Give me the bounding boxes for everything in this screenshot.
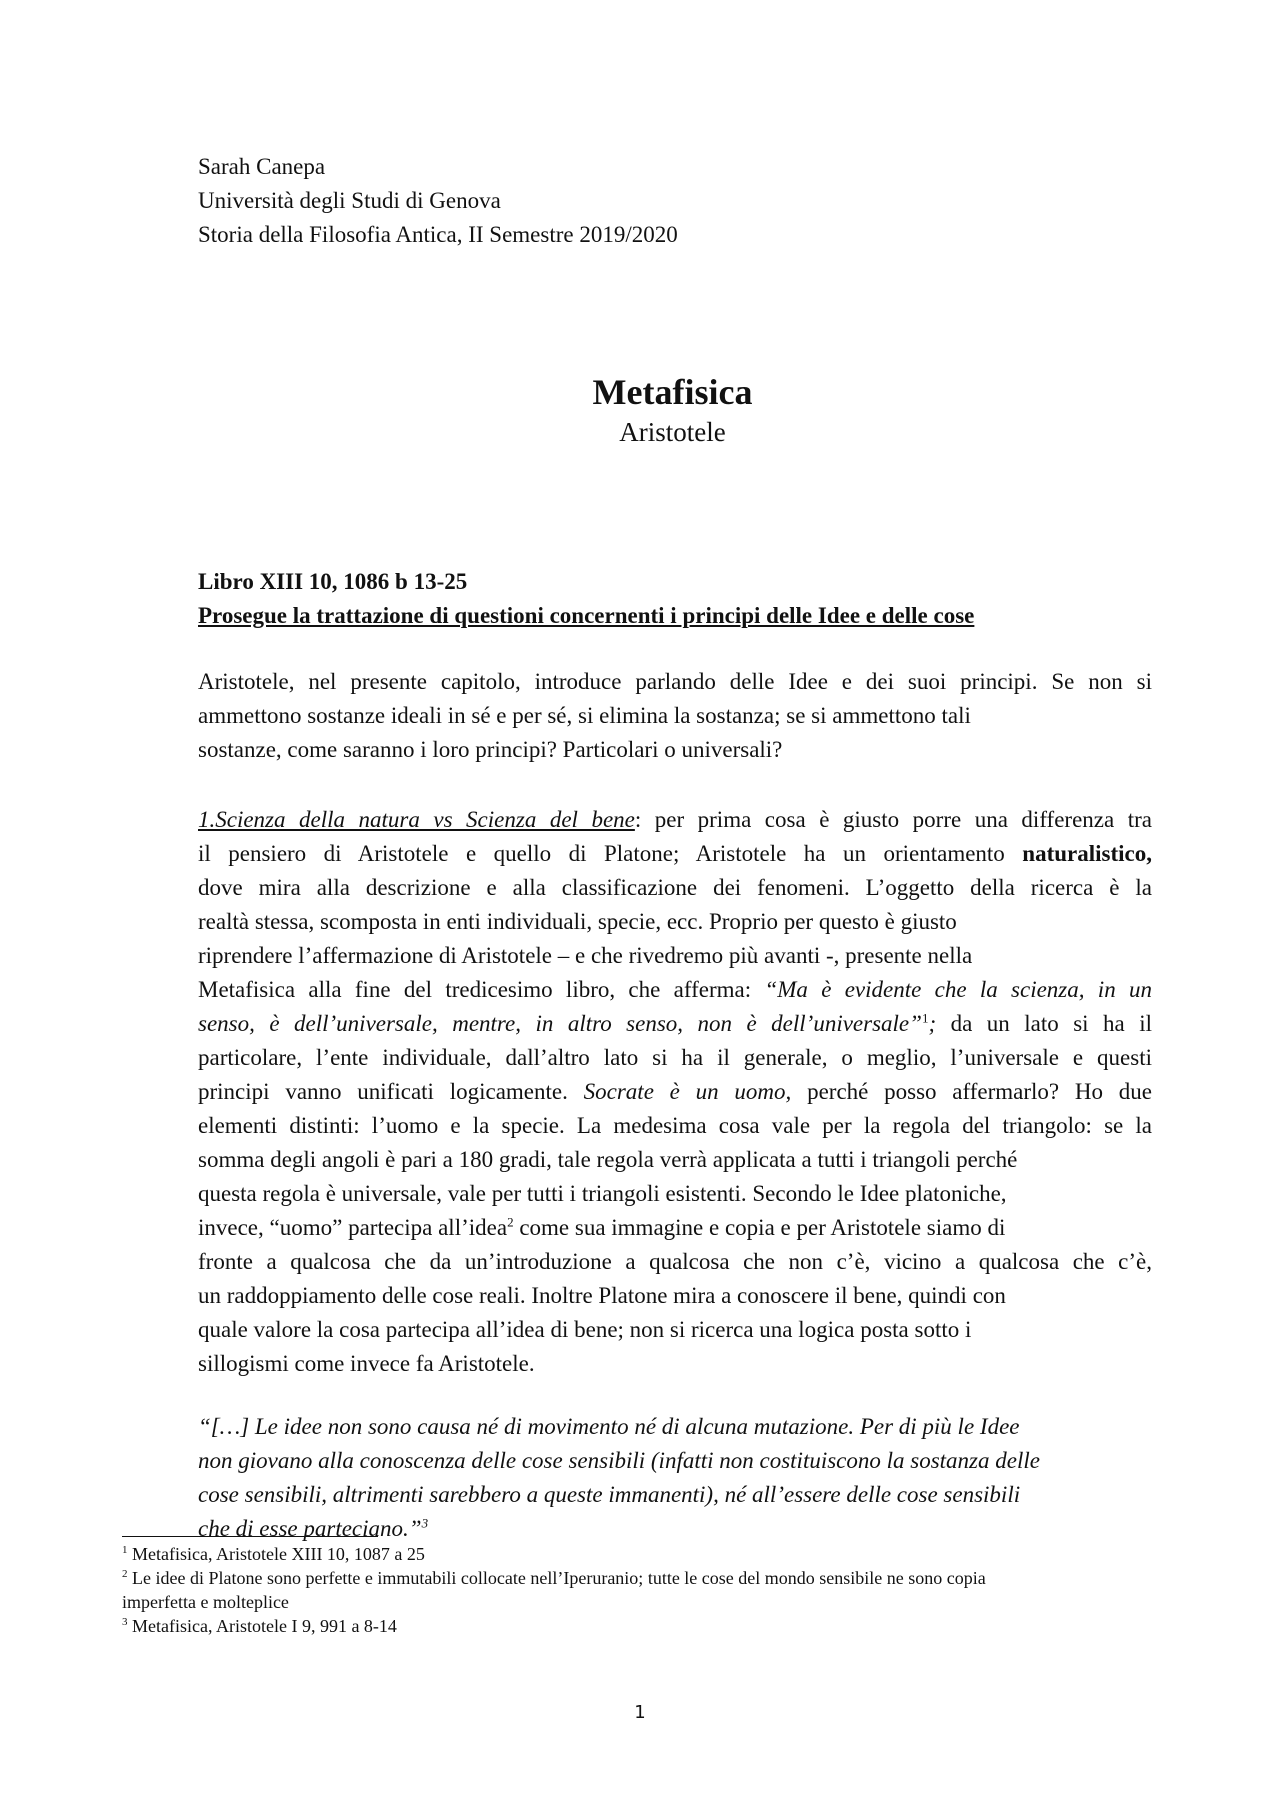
document-subtitle: Aristotele <box>619 417 726 447</box>
course-info: Storia della Filosofia Antica, II Semestre 2019/2020 <box>198 222 678 247</box>
paragraph-line: questa regola è universale, vale per tutti i triangoli esistenti. Secondo le Idee platoniche, <box>198 1181 1007 1206</box>
intro-paragraph <box>198 665 1152 767</box>
inline-quote: “Ma è evidente che la scienza, in un <box>764 977 1152 1002</box>
paragraph-line: quale valore la cosa partecipa all’idea di bene; non si ricerca una logica posta sotto i <box>198 1317 972 1342</box>
author-name: Sarah Canepa <box>198 154 326 179</box>
quote-line: non giovano alla conoscenza delle cose sensibili (infatti non costituiscono la sostanza delle <box>198 1448 1040 1473</box>
paragraph-line: il pensiero di Aristotele e quello di Platone; Aristotele ha un orientamento naturalistico, <box>198 841 1152 866</box>
intro-line: ammettono sostanze ideali in sé e per sé, si elimina la sostanza; se si ammettono tali <box>198 703 971 728</box>
quote-line: cose sensibili, altrimenti sarebbero a queste immanenti), né all’essere delle cose sensibili <box>198 1482 1021 1507</box>
italic-example: Socrate è un uomo, <box>583 1079 792 1104</box>
intro-line: sostanze, come saranno i loro principi? Particolari o universali? <box>198 737 783 762</box>
footnote-ref: 3 <box>421 1515 429 1531</box>
paragraph-line: particolare, l’ente individuale, dall’altro lato si ha il generale, o meglio, l’universale e questi <box>198 1045 1152 1070</box>
paragraph-science <box>198 803 1152 1381</box>
paragraph-line: somma degli angoli è pari a 180 gradi, tale regola verrà applicata a tutti i triangoli perché <box>198 1147 1018 1172</box>
footnote: $^1$ Metafisica, Aristotele XIII 10, 1087 a 25 <box>122 1544 425 1564</box>
footnote-ref: 2 <box>507 1214 514 1230</box>
paragraph-line: fronte a qualcosa che da un’introduzione a qualcosa che non c’è, vicino a qualcosa che c’è, <box>198 1249 1152 1274</box>
bold-term: naturalistico, <box>1022 841 1152 866</box>
paragraph-heading: 1.Scienza della natura vs Scienza del bene <box>198 807 635 832</box>
paragraph-line: un raddoppiamento delle cose reali. Inoltre Platone mira a conoscere il bene, quindi con <box>198 1283 1006 1308</box>
university-name: Università degli Studi di Genova <box>198 188 501 213</box>
footnote-separator <box>122 1536 378 1537</box>
paragraph-line: sillogismi come invece fa Aristotele. <box>198 1351 535 1376</box>
paragraph-line: dove mira alla descrizione e alla classificazione dei fenomeni. L’oggetto della ricerca è la <box>198 875 1152 900</box>
section-heading: Prosegue la trattazione di questioni concernenti i principi delle Idee e delle cose <box>198 603 975 628</box>
inline-quote: senso, è dell’universale, mentre, in altro senso, non è dell’universale” <box>198 1011 922 1036</box>
title-block <box>0 370 1280 450</box>
paragraph-line: riprendere l’affermazione di Aristotele – e che rivedremo più avanti -, presente nella <box>198 943 973 968</box>
footnotes <box>122 1542 1152 1638</box>
page-number: 1 <box>634 1702 646 1723</box>
paragraph-line: elementi distinti: l’uomo e la specie. La medesima cosa vale per la regola del triangolo: se la <box>198 1113 1152 1138</box>
section-reference: Libro XIII 10, 1086 b 13-25 <box>198 569 468 594</box>
block-quote <box>198 1410 1152 1546</box>
footnote: $^2$ Le idee di Platone sono perfette e immutabili collocate nell’Iperuranio; tutte le cose del mondo sensibile ne sono copia <box>122 1568 986 1588</box>
document-title: Metafisica <box>592 372 753 412</box>
author-header <box>198 150 678 252</box>
footnote-ref: 1 <box>921 1010 929 1026</box>
paragraph-line: principi vanno unificati logicamente. Socrate è un uomo, perché posso affermarlo? Ho due <box>198 1079 1153 1104</box>
section-header <box>198 565 1148 633</box>
paragraph-line: senso, è dell’universale, mentre, in altro senso, non è dell’universale”$^1$; da un lato si ha il <box>198 1010 1153 1036</box>
quote-line: che di esse parteciano.”$^3$ <box>198 1515 429 1541</box>
intro-line: Aristotele, nel presente capitolo, introduce parlando delle Idee e dei suoi principi. Se non si <box>198 669 1152 694</box>
quote-line: “[…] Le idee non sono causa né di movimento né di alcuna mutazione. Per di più le Idee <box>198 1414 1020 1439</box>
footnote-continuation: imperfetta e molteplice <box>122 1592 289 1612</box>
paragraph-line: invece, “uomo” partecipa all’idea$^2$ come sua immagine e copia e per Aristotele siamo di <box>198 1214 1006 1240</box>
paragraph-line: Metafisica alla fine del tredicesimo libro, che afferma: “Ma è evidente che la scienza, in un <box>198 977 1152 1002</box>
paragraph-line: realtà stessa, scomposta in enti individuali, specie, ecc. Proprio per questo è giusto <box>198 909 957 934</box>
footnote: $^3$ Metafisica, Aristotele I 9, 991 a 8-14 <box>122 1616 397 1636</box>
paragraph-line: 1.Scienza della natura vs Scienza del bene: per prima cosa è giusto porre una differenza tra <box>198 807 1152 832</box>
